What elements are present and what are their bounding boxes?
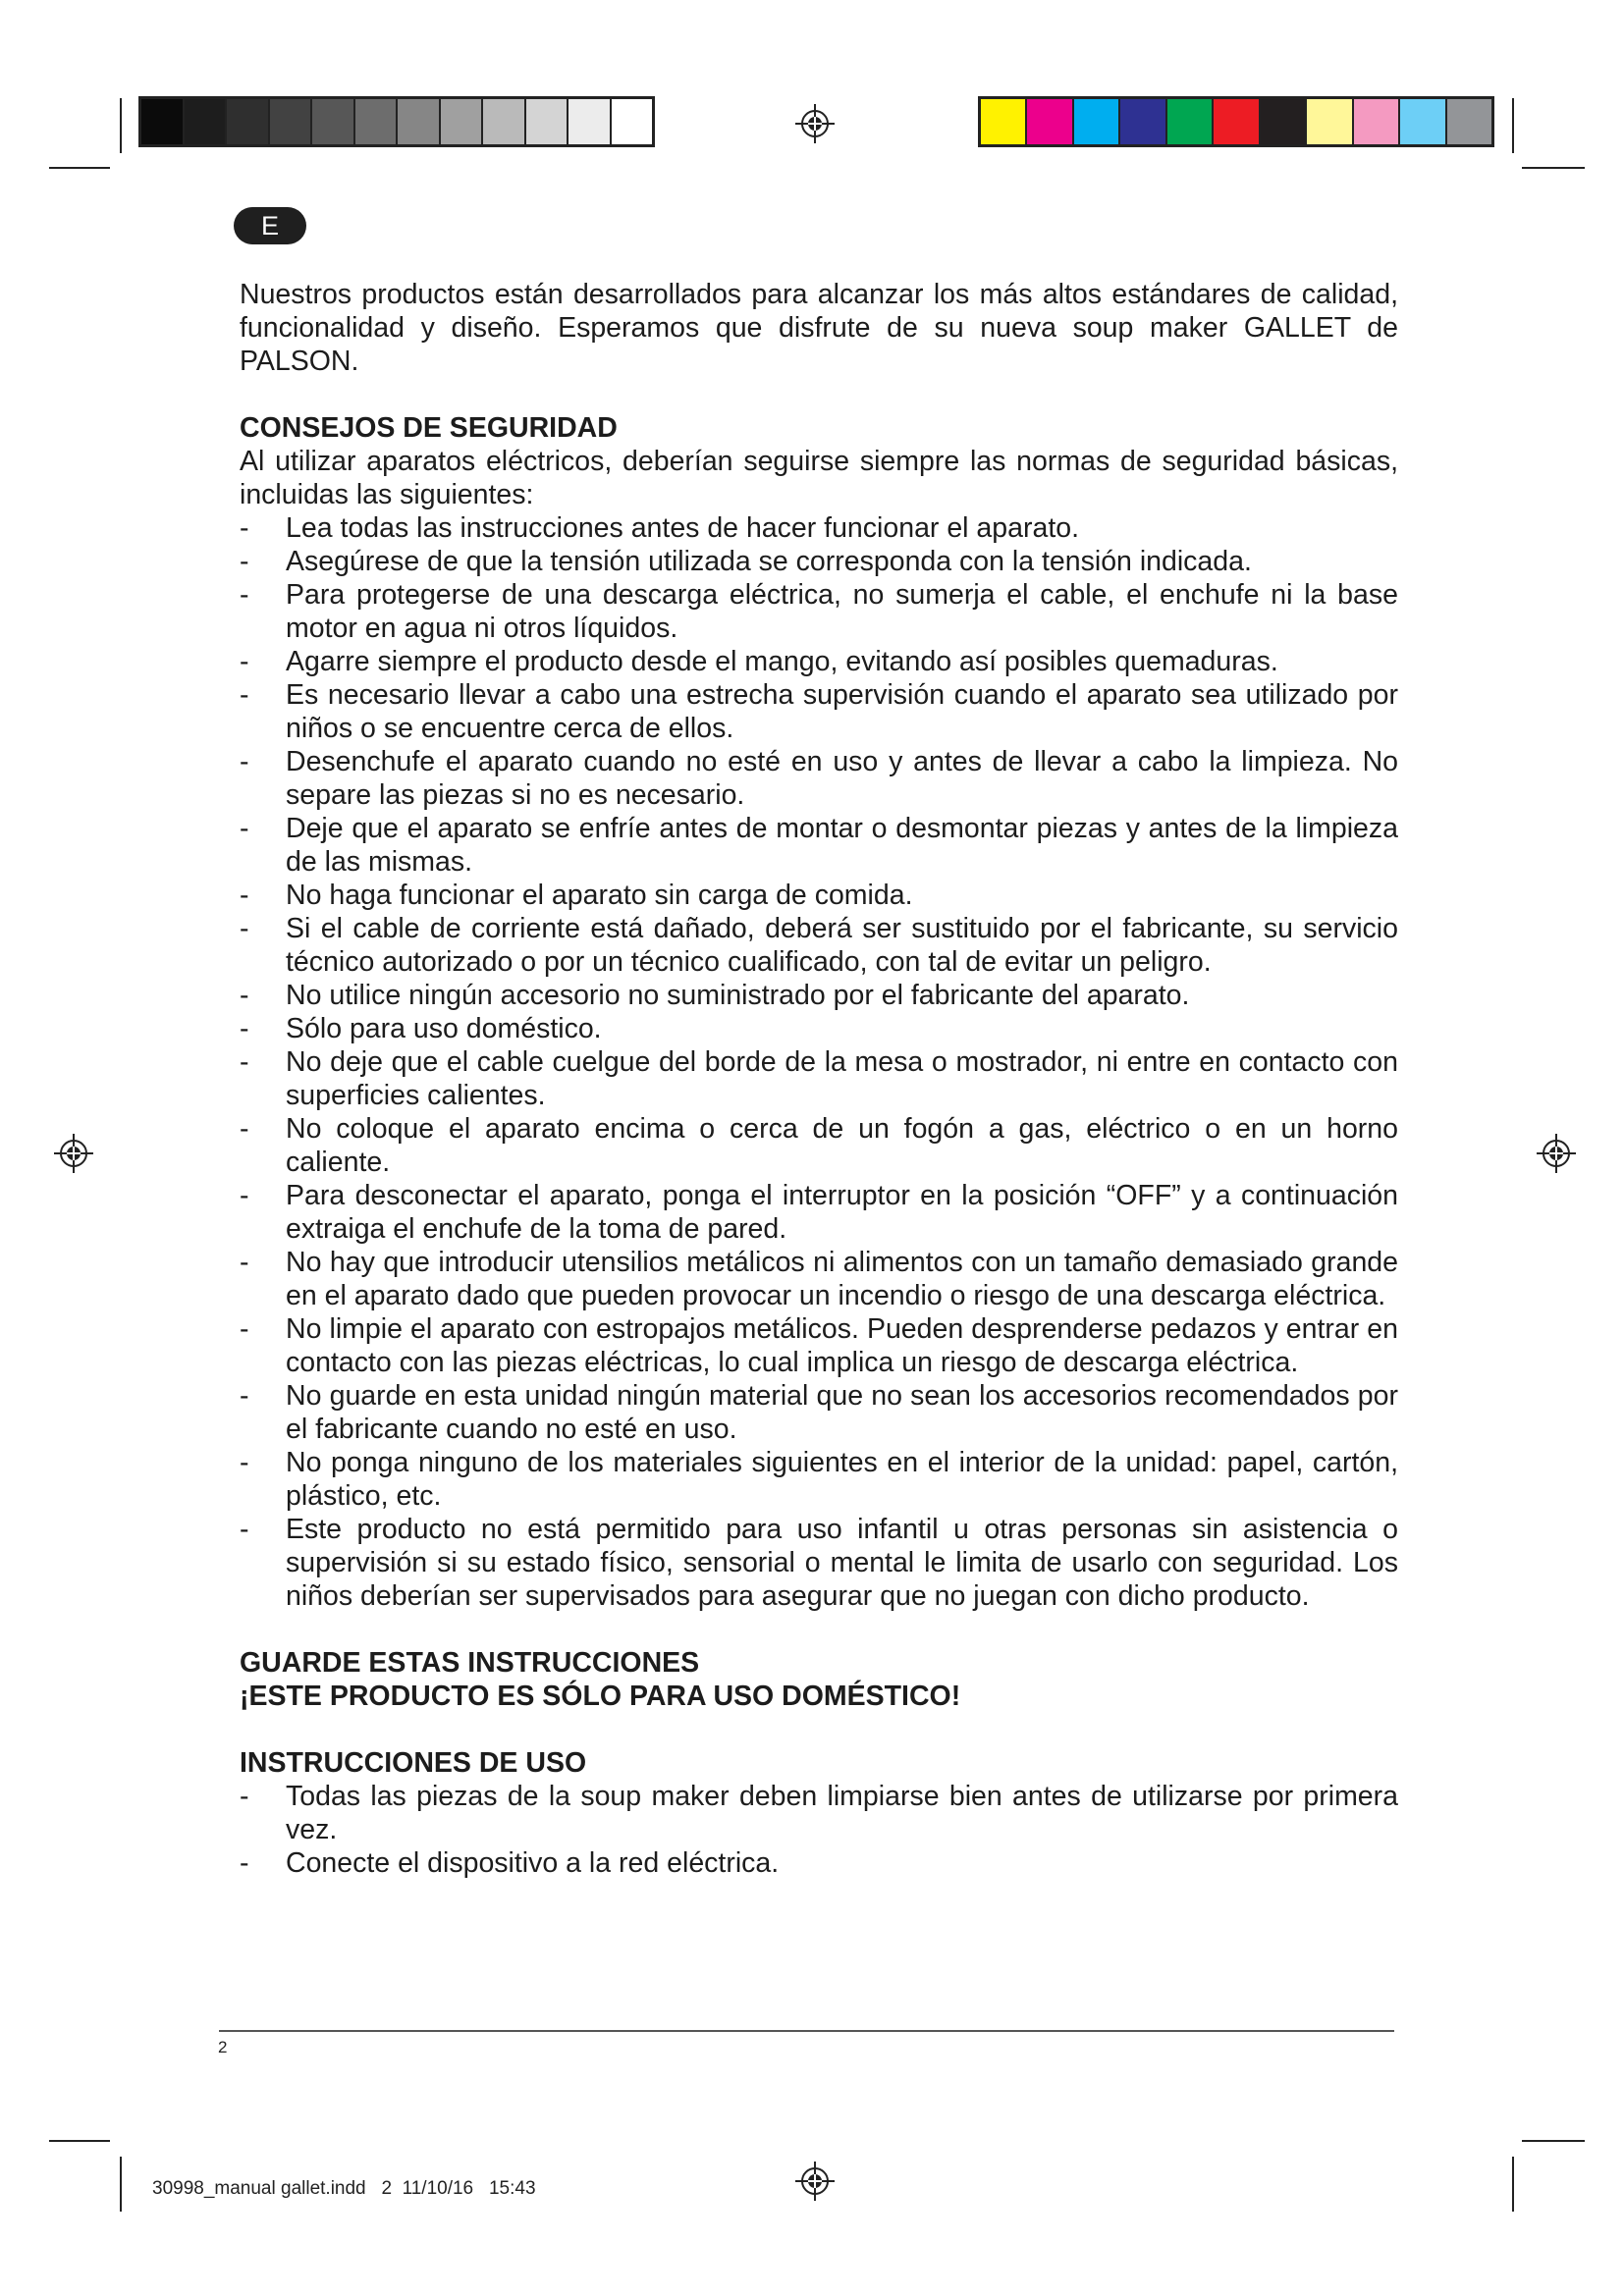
- grayscale-color-bar: [138, 96, 655, 147]
- color-swatch: [1074, 99, 1120, 144]
- usage-list: [240, 1780, 1398, 1880]
- list-item: - Lea todas las instrucciones antes de hacer funcionar el aparato.: [240, 512, 1080, 544]
- color-swatch: [526, 99, 569, 144]
- list-item: - Sólo para uso doméstico.: [240, 1013, 602, 1044]
- list-item: - No coloque el aparato encima o cerca de un fogón a gas, eléctrico o en un horno caliente.: [240, 1113, 1398, 1178]
- color-swatch: [612, 99, 653, 144]
- crop-mark: [49, 167, 110, 169]
- crop-mark: [1512, 2157, 1514, 2212]
- safety-list: [240, 511, 1398, 1613]
- registration-target-icon: [1535, 1132, 1578, 1175]
- list-item: - Agarre siempre el producto desde el mango, evitando así posibles quemaduras.: [240, 646, 1278, 677]
- color-swatch: [227, 99, 270, 144]
- color-swatch: [1447, 99, 1491, 144]
- color-swatch: [185, 99, 228, 144]
- crop-mark: [1522, 2140, 1585, 2142]
- list-item: - Asegúrese de que la tensión utilizada se corresponda con la tensión indicada.: [240, 546, 1252, 577]
- color-swatch: [441, 99, 484, 144]
- registration-target-icon: [52, 1132, 95, 1175]
- color-swatch: [1120, 99, 1166, 144]
- color-swatch: [1307, 99, 1353, 144]
- page-number: 2: [218, 2038, 228, 2056]
- list-item: - Deje que el aparato se enfríe antes de montar o desmontar piezas y antes de la limpieza de las mismas.: [240, 813, 1398, 878]
- document-body: [240, 278, 1398, 1880]
- color-swatch: [141, 99, 185, 144]
- list-item: - Todas las piezas de la soup maker deben limpiarse bien antes de utilizarse por primera vez.: [240, 1781, 1398, 1845]
- list-item: - Para protegerse de una descarga eléctrica, no sumerja el cable, el enchufe ni la base motor en agua ni otros líquidos.: [240, 579, 1398, 644]
- list-item: - Conecte el dispositivo a la red eléctrica.: [240, 1847, 780, 1879]
- crop-mark: [1512, 98, 1514, 153]
- safety-intro: Al utilizar aparatos eléctricos, deberían seguirse siempre las normas de seguridad básicas, incluidas las siguientes:: [240, 446, 1398, 510]
- intro-paragraph: Nuestros productos están desarrollados para alcanzar los más altos estándares de calidad, funcionalidad y diseño. Esperamos que disfrute de su nueva soup maker GALLET de PALSON.: [240, 279, 1398, 377]
- color-swatch: [1354, 99, 1400, 144]
- crop-mark: [120, 98, 122, 153]
- usage-heading: INSTRUCCIONES DE USO: [240, 1747, 587, 1779]
- list-item: - No limpie el aparato con estropajos metálicos. Pueden desprenderse pedazos y entrar en contacto con las piezas eléctricas, lo cual implica un riesgo de descarga eléctrica.: [240, 1313, 1398, 1378]
- color-swatch: [1261, 99, 1307, 144]
- list-item: - Este producto no está permitido para uso infantil u otras personas sin asistencia o supervisión si su estado físico, sensorial o mental le limita de usarlo con seguridad. Los niños deberían ser supervisados para asegurar que no juegan con dicho producto.: [240, 1514, 1398, 1612]
- color-swatch: [568, 99, 612, 144]
- color-swatch: [1400, 99, 1446, 144]
- list-item: - No ponga ninguno de los materiales siguientes en el interior de la unidad: papel, cartón, plástico, etc.: [240, 1447, 1398, 1512]
- crop-mark: [49, 2140, 110, 2142]
- list-item: - Si el cable de corriente está dañado, deberá ser sustituido por el fabricante, su servicio técnico autorizado o por un técnico cualificado, con tal de evitar un peligro.: [240, 913, 1398, 978]
- color-swatch: [1167, 99, 1214, 144]
- registration-target-icon: [793, 2160, 837, 2203]
- list-item: - Es necesario llevar a cabo una estrecha supervisión cuando el aparato sea utilizado por niños o se encuentre cerca de ellos.: [240, 679, 1398, 744]
- footer-rule: [219, 2030, 1394, 2032]
- list-item: - Para desconectar el aparato, ponga el interruptor en la posición “OFF” y a continuación extraiga el enchufe de la toma de pared.: [240, 1180, 1398, 1245]
- list-item: - No deje que el cable cuelgue del borde de la mesa o mostrador, ni entre en contacto con superficies calientes.: [240, 1046, 1398, 1111]
- color-swatch: [981, 99, 1027, 144]
- list-item: - No hay que introducir utensilios metálicos ni alimentos con un tamaño demasiado grande en el aparato dado que pueden provocar un incendio o riesgo de una descarga eléctrica.: [240, 1247, 1398, 1311]
- color-swatch: [398, 99, 441, 144]
- domestic-use-heading: ¡ESTE PRODUCTO ES SÓLO PARA USO DOMÉSTICO!: [240, 1681, 961, 1712]
- process-color-bar: [978, 96, 1494, 147]
- list-item: - Desenchufe el aparato cuando no esté en uso y antes de llevar a cabo la limpieza. No separe las piezas si no es necesario.: [240, 746, 1398, 811]
- list-item: - No haga funcionar el aparato sin carga de comida.: [240, 880, 913, 911]
- list-item: - No guarde en esta unidad ningún material que no sean los accesorios recomendados por el fabricante cuando no esté en uso.: [240, 1380, 1398, 1445]
- color-swatch: [483, 99, 526, 144]
- color-swatch: [1027, 99, 1073, 144]
- file-slug: 30998_manual gallet.indd 2 11/10/16 15:43: [152, 2178, 536, 2199]
- color-swatch: [355, 99, 399, 144]
- color-swatch: [312, 99, 355, 144]
- registration-target-icon: [793, 102, 837, 145]
- crop-mark: [120, 2157, 122, 2212]
- color-swatch: [1214, 99, 1260, 144]
- safety-heading: CONSEJOS DE SEGURIDAD: [240, 412, 618, 444]
- crop-mark: [1522, 167, 1585, 169]
- list-item: - No utilice ningún accesorio no suministrado por el fabricante del aparato.: [240, 980, 1190, 1011]
- language-badge: E: [234, 207, 306, 244]
- color-swatch: [270, 99, 313, 144]
- save-instructions-heading: GUARDE ESTAS INSTRUCCIONES: [240, 1647, 700, 1679]
